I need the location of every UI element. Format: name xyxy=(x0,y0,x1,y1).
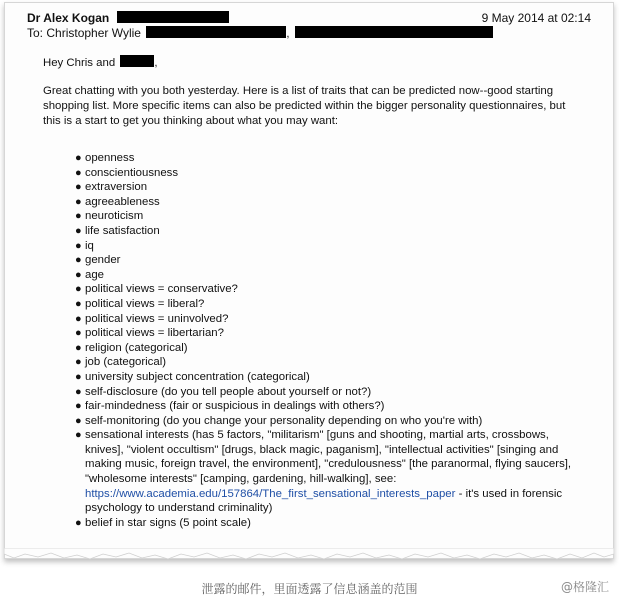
trait-text: conscientiousness xyxy=(85,166,179,179)
email-body xyxy=(43,55,583,530)
trait-text: job (categorical) xyxy=(85,356,167,369)
trait-item xyxy=(75,180,583,195)
bullet-icon: ● xyxy=(75,166,82,179)
bullet-icon: ● xyxy=(75,356,82,369)
email-header xyxy=(27,11,591,41)
greeting-comma: , xyxy=(154,57,158,69)
bullet-icon: ● xyxy=(75,327,82,340)
trait-item xyxy=(75,282,583,297)
torn-edge xyxy=(4,548,614,562)
trait-text: political views = conservative? xyxy=(85,283,238,296)
trait-text: religion (categorical) xyxy=(85,341,188,354)
bullet-icon: ● xyxy=(75,210,82,223)
trait-text: political views = liberal? xyxy=(85,297,205,310)
trait-item xyxy=(75,268,583,283)
bullet-icon: ● xyxy=(75,254,82,267)
bullet-icon: ● xyxy=(75,370,82,383)
traits-list xyxy=(43,151,583,530)
trait-item xyxy=(75,297,583,312)
trait-item xyxy=(75,253,583,268)
trait-item xyxy=(75,385,583,400)
trait-item xyxy=(75,312,583,327)
trait-item xyxy=(75,341,583,356)
to-label: To: xyxy=(27,26,44,40)
trait-item xyxy=(75,355,583,370)
bullet-icon: ● xyxy=(75,224,82,237)
bullet-icon: ● xyxy=(75,414,82,427)
watermark: @格隆汇 xyxy=(560,580,609,594)
greeting xyxy=(43,55,583,71)
redacted-sender-email xyxy=(117,11,229,23)
image-caption: 泄露的邮件，里面透露了信息涵盖的范围 xyxy=(201,582,418,596)
trait-text: political views = libertarian? xyxy=(85,327,224,340)
trait-text: self-disclosure (do you tell people about yourself or not?) xyxy=(85,385,372,398)
to-line xyxy=(27,26,591,41)
bullet-icon: ● xyxy=(75,516,82,529)
trait-item xyxy=(75,239,583,254)
trait-text: openness xyxy=(85,152,135,164)
email-sheet xyxy=(4,2,614,559)
trait-item-sensational xyxy=(75,428,583,516)
trait-item xyxy=(75,399,583,414)
trait-text: university subject concentration (categorical) xyxy=(85,370,310,383)
bullet-icon: ● xyxy=(75,152,82,164)
trait-item xyxy=(75,516,583,531)
bullet-icon: ● xyxy=(75,385,82,398)
bullet-icon: ● xyxy=(75,195,82,208)
bullet-icon: ● xyxy=(75,297,82,310)
trait-text: neuroticism xyxy=(85,210,144,223)
paper-link[interactable]: https://www.academia.edu/157864/The_first_sensational_interests_paper xyxy=(85,487,456,500)
intro-paragraph: Great chatting with you both yesterday. Here is a list of traits that can be predicted now--good starting shopping list. More specific items can also be predicted within the bigger personality questionnaires, but this is a start to get you thinking about what you may want: xyxy=(43,85,566,127)
bullet-icon: ● xyxy=(75,400,82,413)
trait-text: extraversion xyxy=(85,181,148,194)
trait-item xyxy=(75,166,583,181)
link-note: - it's used in forensic psychology to understand criminality) xyxy=(85,487,563,515)
trait-item xyxy=(75,414,583,429)
sensational-text: sensational interests (has 5 factors, "militarism" [guns and shooting, martial arts, crossbows, knives], "violent occultism" [drugs, black magic, paganism], "intellectual activities" [singing and making music, foreign travel, the environment], "credulousness" [the paranormal, flying saucers], "wholesome interests" [camping, gardening, hill-walking], xyxy=(85,429,572,486)
bullet-icon: ● xyxy=(75,268,82,281)
trait-item xyxy=(75,195,583,210)
trait-text: gender xyxy=(85,254,121,267)
trait-item xyxy=(75,370,583,385)
trait-item xyxy=(75,209,583,224)
bullet-icon: ● xyxy=(75,312,82,325)
recipient-name: Christopher Wylie xyxy=(46,26,141,40)
from-line xyxy=(27,11,591,26)
bullet-icon: ● xyxy=(75,283,82,296)
trait-text: belief in star signs (5 point scale) xyxy=(85,516,251,529)
see-label: see: xyxy=(374,473,397,486)
redacted-recipient-email xyxy=(146,26,286,38)
trait-item xyxy=(75,224,583,239)
trait-item xyxy=(75,151,583,166)
sender-name: Dr Alex Kogan xyxy=(27,11,110,25)
trait-text: agreeableness xyxy=(85,195,160,208)
recipient-separator: , xyxy=(286,26,290,40)
redacted-second-recipient xyxy=(295,26,493,38)
trait-text: political views = uninvolved? xyxy=(85,312,229,325)
trait-item xyxy=(75,326,583,341)
trait-text: self-monitoring (do you change your personality depending on who you're with) xyxy=(85,414,483,427)
greeting-text: Hey Chris and xyxy=(43,57,116,69)
bullet-icon: ● xyxy=(75,429,82,442)
bullet-icon: ● xyxy=(75,341,82,354)
trait-text: age xyxy=(85,268,105,281)
trait-text: life satisfaction xyxy=(85,224,160,237)
redacted-name xyxy=(120,55,154,67)
email-date: 9 May 2014 at 02:14 xyxy=(481,11,591,25)
trait-text: iq xyxy=(85,239,94,252)
trait-text: fair-mindedness (fair or suspicious in dealings with others?) xyxy=(85,400,385,413)
bullet-icon: ● xyxy=(75,181,82,194)
bullet-icon: ● xyxy=(75,239,82,252)
